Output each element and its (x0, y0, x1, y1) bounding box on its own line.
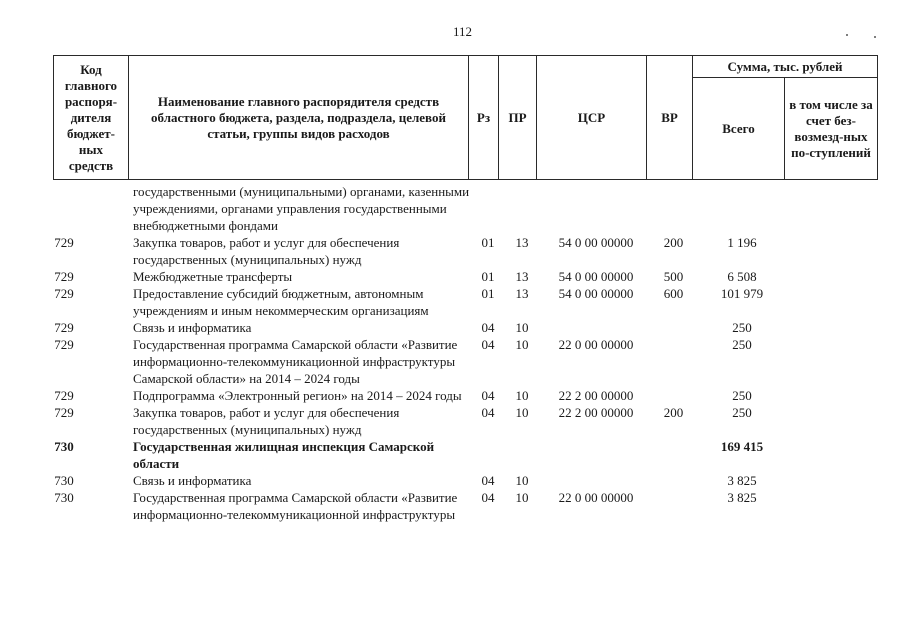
row-name: Связь и информатика (133, 320, 252, 335)
row-csr: 22 0 00 00000 (558, 490, 634, 505)
header-csr: ЦСР (577, 109, 606, 125)
row-total: 250 (732, 320, 752, 335)
row-total: 169 415 (720, 439, 764, 454)
table-row (0, 234, 905, 268)
row-csr: 22 0 00 00000 (558, 337, 634, 352)
row-total: 3 825 (727, 490, 757, 505)
row-pr: 13 (515, 286, 529, 301)
header-total: Всего (722, 120, 755, 136)
table-row (0, 404, 905, 438)
row-pr (503, 183, 541, 234)
row-csr: 22 2 00 00000 (558, 405, 634, 420)
row-name: Подпрограмма «Электронный регион» на 2014 – 2024 годы (133, 388, 462, 403)
row-vr (651, 336, 696, 387)
row-code: 729 (54, 269, 74, 284)
row-name: Предоставление субсидий бюджетным, автономным учреждениям и иным некоммерческим организациям (133, 286, 429, 318)
row-vr (651, 489, 696, 523)
row-pr: 13 (515, 235, 529, 250)
row-name: Государственная жилищная инспекция Самарской области (133, 439, 435, 471)
row-code (0, 183, 128, 234)
header-sum-group: Сумма, тыс. рублей (727, 58, 843, 74)
table-body (0, 183, 905, 523)
row-csr: 22 2 00 00000 (558, 388, 634, 403)
row-rz: 01 (481, 286, 495, 301)
header-incl-free-receipts: в том числе за счет без-возмезд-ных по-ступлений (789, 96, 873, 160)
table-row (0, 336, 905, 387)
row-pr: 10 (515, 320, 529, 335)
row-code: 730 (54, 473, 74, 488)
row-pr: 10 (515, 473, 529, 488)
row-code: 730 (54, 439, 74, 454)
row-total: 1 196 (727, 235, 757, 250)
row-total: 250 (732, 388, 752, 403)
header-pr: ПР (508, 109, 527, 125)
row-vr (651, 319, 696, 336)
header-code: Код главного распоря-дителя бюджет-ных средств (64, 61, 118, 173)
table-row (0, 438, 905, 472)
row-code: 729 (54, 337, 74, 352)
row-rz: 04 (481, 473, 495, 488)
row-code: 729 (54, 320, 74, 335)
row-rz: 04 (481, 320, 495, 335)
row-code: 729 (54, 235, 74, 250)
row-code: 729 (54, 405, 74, 420)
row-rz: 01 (481, 235, 495, 250)
header-bottom-border (53, 179, 878, 180)
row-csr (541, 183, 651, 234)
row-pr: 10 (515, 405, 529, 420)
row-rz: 04 (481, 388, 495, 403)
row-vr (651, 438, 696, 472)
row-total: 250 (732, 405, 752, 420)
row-csr: 54 0 00 00000 (558, 286, 634, 301)
row-name: Государственная программа Самарской области «Развитие информационно-телекоммуникационной инфраструктуры Самарской области» на 2014 – 2024 годы (133, 337, 458, 386)
row-name: Межбюджетные трансферты (133, 269, 293, 284)
row-vr (651, 183, 696, 234)
row-total: 6 508 (727, 269, 757, 284)
row-pr (503, 438, 541, 472)
row-rz: 01 (481, 269, 495, 284)
row-vr (651, 387, 696, 404)
row-vr: 200 (663, 405, 684, 420)
header-rz: Рз (476, 109, 491, 125)
row-code: 730 (54, 490, 74, 505)
row-total: 3 825 (727, 473, 757, 488)
row-name: Государственная программа Самарской области «Развитие информационно-телекоммуникационной инфраструктуры (133, 490, 458, 522)
row-name: государственными (муниципальными) органами, казенными учреждениями, органами управления государственными внебюджетными фондами (133, 184, 470, 233)
row-vr: 600 (663, 286, 684, 301)
row-rz (473, 183, 503, 234)
header-name: Наименование главного распорядителя средств областного бюджета, раздела, подраздела, целевой статьи, группы видов расходов (151, 93, 446, 141)
table-row (0, 183, 905, 234)
page-number: 112 (452, 24, 473, 39)
row-total: 250 (732, 337, 752, 352)
row-name: Связь и информатика (133, 473, 252, 488)
row-pr: 10 (515, 490, 529, 505)
table-row (0, 472, 905, 489)
row-total: 101 979 (720, 286, 764, 301)
row-csr (541, 438, 651, 472)
row-vr: 500 (663, 269, 684, 284)
table-row (0, 319, 905, 336)
row-vr (651, 472, 696, 489)
row-vr: 200 (663, 235, 684, 250)
row-pr: 13 (515, 269, 529, 284)
scan-speck (846, 34, 848, 36)
row-total (696, 183, 788, 234)
header-vr: ВР (661, 109, 678, 125)
scan-speck (874, 36, 876, 38)
row-name: Закупка товаров, работ и услуг для обеспечения государственных (муниципальных) нужд (133, 405, 400, 437)
row-rz: 04 (481, 337, 495, 352)
row-rz: 04 (481, 405, 495, 420)
row-pr: 10 (515, 388, 529, 403)
row-code: 729 (54, 286, 74, 301)
row-code: 729 (54, 388, 74, 403)
row-csr (541, 319, 651, 336)
row-name: Закупка товаров, работ и услуг для обеспечения государственных (муниципальных) нужд (133, 235, 400, 267)
table-row (0, 489, 905, 523)
row-rz: 04 (481, 490, 495, 505)
row-rz (473, 438, 503, 472)
row-csr: 54 0 00 00000 (558, 269, 634, 284)
row-pr: 10 (515, 337, 529, 352)
table-row (0, 387, 905, 404)
row-csr (541, 472, 651, 489)
header-col-border (877, 55, 878, 180)
row-csr: 54 0 00 00000 (558, 235, 634, 250)
table-row (0, 285, 905, 319)
table-row (0, 268, 905, 285)
